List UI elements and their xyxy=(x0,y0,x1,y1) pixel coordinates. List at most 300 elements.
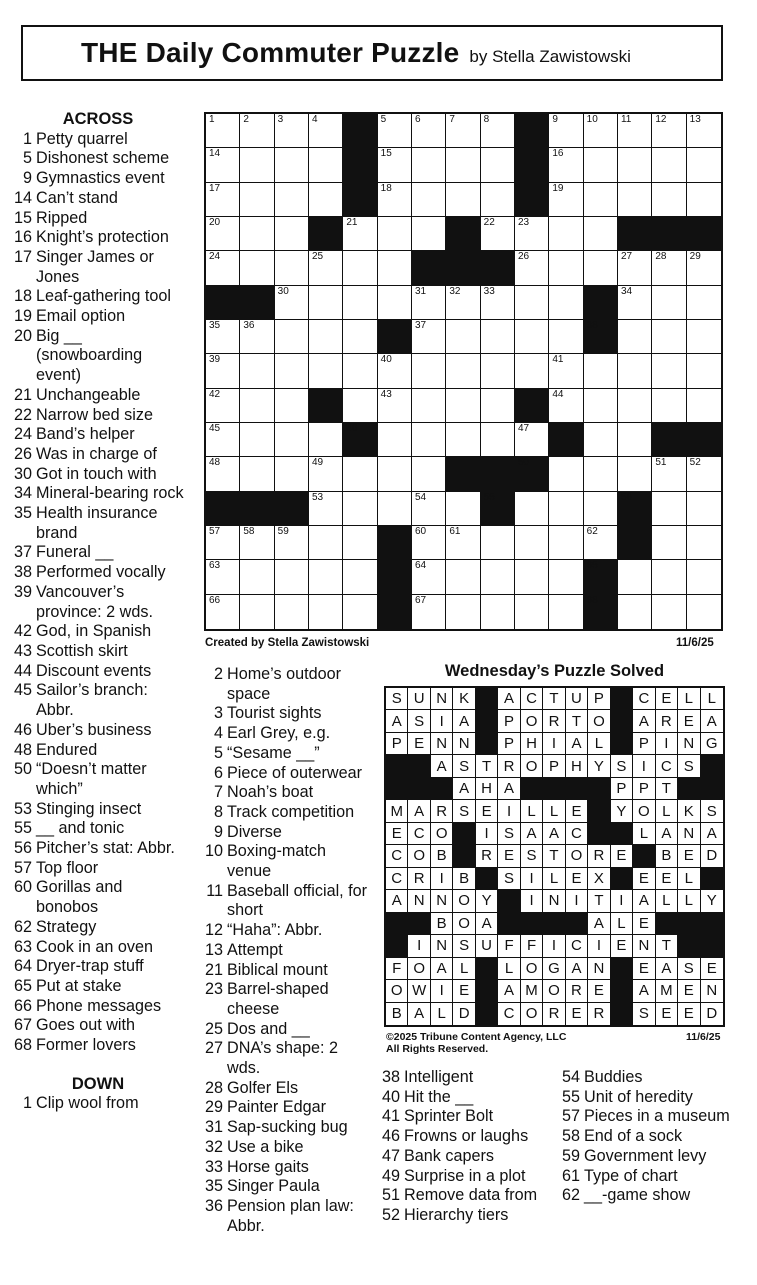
solution-cell: R xyxy=(498,755,520,777)
solution-cell: N xyxy=(701,980,723,1002)
grid-cell[interactable] xyxy=(206,148,240,182)
grid-cell[interactable] xyxy=(275,389,309,423)
grid-cell[interactable] xyxy=(584,526,618,560)
grid-cell[interactable] xyxy=(343,286,377,320)
clue-number: 47 xyxy=(381,1146,400,1165)
grid-cell[interactable] xyxy=(206,389,240,423)
solution-cell: R xyxy=(543,1003,565,1025)
grid-cell[interactable] xyxy=(446,560,480,594)
grid-cell[interactable] xyxy=(343,457,377,491)
grid-cell[interactable] xyxy=(378,217,412,251)
clue-number: 52 xyxy=(381,1205,400,1224)
clue-number: 55 xyxy=(13,819,32,838)
grid-cell[interactable] xyxy=(481,183,515,217)
grid-cell[interactable] xyxy=(240,183,274,217)
grid-cell[interactable] xyxy=(240,595,274,629)
clue-text: Endured xyxy=(36,740,98,759)
grid-cell[interactable] xyxy=(549,595,583,629)
grid-cell[interactable] xyxy=(412,114,446,148)
grid-cell[interactable] xyxy=(309,148,343,182)
solution-cell: O xyxy=(431,823,453,845)
grid-cell[interactable] xyxy=(549,251,583,285)
grid-cell[interactable] xyxy=(652,183,686,217)
grid-cell[interactable] xyxy=(378,457,412,491)
grid-cell[interactable] xyxy=(584,217,618,251)
puzzle-title: THE Daily Commuter Puzzle xyxy=(81,37,460,68)
grid-cell[interactable] xyxy=(481,526,515,560)
clue-number: 59 xyxy=(561,1146,580,1165)
grid-cell[interactable] xyxy=(343,217,377,251)
grid-cell[interactable] xyxy=(309,423,343,457)
grid-cell[interactable] xyxy=(481,217,515,251)
grid-cell[interactable] xyxy=(618,286,652,320)
solution-cell: T xyxy=(476,755,498,777)
clue xyxy=(8,169,188,189)
clue xyxy=(8,957,188,977)
clue xyxy=(203,1098,373,1118)
grid-cell[interactable] xyxy=(309,526,343,560)
grid-cell[interactable] xyxy=(618,183,652,217)
grid-cell[interactable] xyxy=(481,114,515,148)
grid-cell[interactable] xyxy=(378,354,412,388)
grid-cell[interactable] xyxy=(687,251,721,285)
grid-cell[interactable] xyxy=(549,320,583,354)
grid-cell[interactable] xyxy=(343,560,377,594)
cell-number: 58 xyxy=(243,525,255,537)
grid-cell[interactable] xyxy=(584,148,618,182)
grid-cell[interactable] xyxy=(687,148,721,182)
solution-cell: B xyxy=(453,868,475,890)
solution-cell: I xyxy=(588,935,610,957)
solution-cell: E xyxy=(656,688,678,710)
grid-cell[interactable] xyxy=(687,114,721,148)
grid-cell[interactable] xyxy=(481,595,515,629)
solution-block xyxy=(588,800,610,822)
grid-cell[interactable] xyxy=(515,560,549,594)
clue-text: Sap-sucking bug xyxy=(227,1118,348,1137)
clue-text: Clip wool from xyxy=(36,1094,139,1113)
grid-cell[interactable] xyxy=(412,183,446,217)
solution-block xyxy=(453,845,475,867)
solution-cell: N xyxy=(543,890,565,912)
grid-cell[interactable] xyxy=(687,595,721,629)
clue-text: Tourist sights xyxy=(227,704,322,723)
grid-cell[interactable] xyxy=(584,457,618,491)
across-heading: ACROSS xyxy=(62,110,134,128)
clue-text: Put at stake xyxy=(36,976,122,995)
clue xyxy=(8,406,188,426)
grid-cell[interactable] xyxy=(343,492,377,526)
solution-block xyxy=(588,778,610,800)
clue-text: Gymnastics event xyxy=(36,169,165,188)
grid-cell[interactable] xyxy=(275,354,309,388)
grid-cell[interactable] xyxy=(652,148,686,182)
grid-cell[interactable] xyxy=(240,114,274,148)
grid-cell[interactable] xyxy=(549,217,583,251)
grid-cell[interactable] xyxy=(584,389,618,423)
grid-cell[interactable] xyxy=(412,526,446,560)
grid-cell[interactable] xyxy=(687,526,721,560)
grid-cell[interactable] xyxy=(446,389,480,423)
clue-text: End of a sock xyxy=(584,1127,683,1146)
grid-cell[interactable] xyxy=(618,320,652,354)
solution-cell: A xyxy=(498,778,520,800)
grid-cell[interactable] xyxy=(275,526,309,560)
grid-cell[interactable] xyxy=(515,320,549,354)
grid-cell[interactable] xyxy=(378,148,412,182)
clue-number: 63 xyxy=(13,937,32,956)
grid-cell[interactable] xyxy=(309,183,343,217)
grid-cell[interactable] xyxy=(378,183,412,217)
grid-cell[interactable] xyxy=(515,217,549,251)
solution-cell: A xyxy=(633,890,655,912)
clue-number: 21 xyxy=(13,385,32,404)
cell-number: 42 xyxy=(209,388,221,400)
grid-cell[interactable] xyxy=(652,560,686,594)
grid-cell[interactable] xyxy=(206,595,240,629)
grid-cell[interactable] xyxy=(275,183,309,217)
grid-cell[interactable] xyxy=(240,251,274,285)
grid-cell[interactable] xyxy=(481,354,515,388)
clue-text: Home’s outdoor space xyxy=(227,665,341,703)
cell-number: 48 xyxy=(209,457,221,469)
grid-cell[interactable] xyxy=(652,492,686,526)
solution-cell: N xyxy=(678,823,700,845)
cell-number: 25 xyxy=(311,251,324,263)
grid-cell[interactable] xyxy=(309,595,343,629)
cell-number: 67 xyxy=(414,594,427,606)
solution-block xyxy=(386,778,408,800)
clue-number: 30 xyxy=(13,464,32,483)
grid-cell[interactable] xyxy=(309,251,343,285)
clue xyxy=(560,1167,740,1187)
grid-cell[interactable] xyxy=(240,526,274,560)
clue xyxy=(8,622,188,642)
clue xyxy=(203,1020,373,1040)
grid-cell[interactable] xyxy=(652,389,686,423)
grid-cell[interactable] xyxy=(343,354,377,388)
solution-block xyxy=(611,733,633,755)
grid-cell[interactable] xyxy=(206,320,240,354)
solution-cell: L xyxy=(611,913,633,935)
solution-cell: E xyxy=(656,868,678,890)
solution-block xyxy=(701,913,723,935)
grid-cell[interactable] xyxy=(687,183,721,217)
grid-cell[interactable] xyxy=(652,526,686,560)
clue-text: Stinging insect xyxy=(36,799,142,818)
solution-cell: S xyxy=(701,800,723,822)
grid-cell[interactable] xyxy=(275,320,309,354)
grid-cell[interactable] xyxy=(240,423,274,457)
grid-cell[interactable] xyxy=(412,423,446,457)
grid-cell[interactable] xyxy=(412,320,446,354)
grid-cell[interactable] xyxy=(515,251,549,285)
grid-cell[interactable] xyxy=(515,423,549,457)
clue-number: 14 xyxy=(13,188,32,207)
grid-cell[interactable] xyxy=(584,114,618,148)
grid-cell[interactable] xyxy=(412,148,446,182)
grid-cell[interactable] xyxy=(515,286,549,320)
grid-cell[interactable] xyxy=(652,595,686,629)
solution-cell: A xyxy=(633,980,655,1002)
grid-cell[interactable] xyxy=(240,217,274,251)
grid-block xyxy=(515,148,549,182)
grid-cell[interactable] xyxy=(549,457,583,491)
grid-cell[interactable] xyxy=(687,320,721,354)
cell-number: 4 xyxy=(311,114,318,125)
solution-cell: Y xyxy=(701,890,723,912)
solution-block xyxy=(566,913,588,935)
grid-cell[interactable] xyxy=(446,286,480,320)
grid-cell[interactable] xyxy=(206,526,240,560)
grid-cell[interactable] xyxy=(515,526,549,560)
clue-text: Dishonest scheme xyxy=(36,149,170,168)
grid-cell[interactable] xyxy=(446,148,480,182)
grid-cell[interactable] xyxy=(378,286,412,320)
grid-cell[interactable] xyxy=(309,354,343,388)
grid-cell[interactable] xyxy=(206,183,240,217)
clue xyxy=(8,721,188,741)
grid-cell[interactable] xyxy=(549,526,583,560)
grid-cell[interactable] xyxy=(240,457,274,491)
grid-cell[interactable] xyxy=(446,114,480,148)
grid-cell[interactable] xyxy=(275,217,309,251)
grid-cell[interactable] xyxy=(206,423,240,457)
grid-cell[interactable] xyxy=(481,560,515,594)
grid-block xyxy=(515,114,549,148)
grid-cell[interactable] xyxy=(378,251,412,285)
solution-cell: I xyxy=(566,890,588,912)
solution-block xyxy=(566,778,588,800)
grid-cell[interactable] xyxy=(240,354,274,388)
grid-cell[interactable] xyxy=(378,389,412,423)
clue-text: Barrel-shaped cheese xyxy=(227,980,329,1018)
grid-cell[interactable] xyxy=(412,560,446,594)
grid-block xyxy=(446,217,480,251)
solution-block xyxy=(521,778,543,800)
clue xyxy=(380,1127,560,1147)
clue-text: Petty quarrel xyxy=(36,129,128,148)
grid-cell[interactable] xyxy=(275,251,309,285)
grid-cell[interactable] xyxy=(687,354,721,388)
solution-cell: C xyxy=(521,688,543,710)
grid-cell[interactable] xyxy=(240,389,274,423)
solution-cell: S xyxy=(498,823,520,845)
clue xyxy=(8,425,188,445)
grid-cell[interactable] xyxy=(687,457,721,491)
grid-cell[interactable] xyxy=(549,183,583,217)
grid-cell[interactable] xyxy=(446,595,480,629)
solution-cell: E xyxy=(678,845,700,867)
solution-cell: C xyxy=(408,823,430,845)
grid-cell[interactable] xyxy=(446,320,480,354)
solution-cell: O xyxy=(453,913,475,935)
grid-cell[interactable] xyxy=(618,251,652,285)
solution-cell: O xyxy=(521,755,543,777)
solution-cell: E xyxy=(408,733,430,755)
grid-cell[interactable] xyxy=(206,217,240,251)
solution-cell: S xyxy=(453,755,475,777)
grid-cell[interactable] xyxy=(618,114,652,148)
grid-cell[interactable] xyxy=(584,423,618,457)
grid-cell[interactable] xyxy=(275,114,309,148)
clue-number: 6 xyxy=(213,763,223,782)
grid-cell[interactable] xyxy=(275,595,309,629)
solution-cell: T xyxy=(566,710,588,732)
grid-cell[interactable] xyxy=(549,389,583,423)
solution-cell: E xyxy=(476,800,498,822)
solution-block xyxy=(431,778,453,800)
grid-cell[interactable] xyxy=(446,423,480,457)
grid-cell[interactable] xyxy=(343,595,377,629)
grid-cell[interactable] xyxy=(206,354,240,388)
grid-cell[interactable] xyxy=(275,423,309,457)
grid-cell[interactable] xyxy=(275,457,309,491)
grid-cell[interactable] xyxy=(240,560,274,594)
solution-cell: I xyxy=(498,800,520,822)
clue-text: Government levy xyxy=(584,1146,707,1165)
grid-cell[interactable] xyxy=(481,148,515,182)
grid-cell[interactable] xyxy=(412,595,446,629)
solution-cell: C xyxy=(386,868,408,890)
clue-number: 34 xyxy=(13,484,32,503)
clue-number: 31 xyxy=(204,1118,223,1137)
grid-cell[interactable] xyxy=(343,251,377,285)
grid-cell[interactable] xyxy=(584,251,618,285)
grid-cell[interactable] xyxy=(481,423,515,457)
grid-block xyxy=(378,526,412,560)
clue-number: 38 xyxy=(381,1068,400,1086)
grid-cell[interactable] xyxy=(584,183,618,217)
grid-cell[interactable] xyxy=(481,389,515,423)
clue-text: Strategy xyxy=(36,917,97,936)
clue-text: Narrow bed size xyxy=(36,405,153,424)
clue-text: Boxing-match venue xyxy=(227,842,326,881)
grid-cell[interactable] xyxy=(652,457,686,491)
grid-cell[interactable] xyxy=(618,595,652,629)
grid-cell[interactable] xyxy=(309,457,343,491)
grid-cell[interactable] xyxy=(206,114,240,148)
solution-cell: E xyxy=(611,845,633,867)
clue-text: Ripped xyxy=(36,208,88,227)
grid-cell[interactable] xyxy=(618,354,652,388)
grid-cell[interactable] xyxy=(549,114,583,148)
clue xyxy=(203,1177,373,1197)
grid-cell[interactable] xyxy=(206,251,240,285)
grid-cell[interactable] xyxy=(481,286,515,320)
grid-cell[interactable] xyxy=(446,183,480,217)
solution-block xyxy=(611,1003,633,1025)
grid-cell[interactable] xyxy=(515,354,549,388)
cell-number: 65 xyxy=(586,560,598,572)
grid-cell[interactable] xyxy=(481,320,515,354)
solution-cell: N xyxy=(453,733,475,755)
grid-cell[interactable] xyxy=(343,526,377,560)
grid-cell[interactable] xyxy=(240,320,274,354)
grid-cell[interactable] xyxy=(240,148,274,182)
grid-cell[interactable] xyxy=(618,148,652,182)
grid-cell[interactable] xyxy=(412,354,446,388)
solution-block xyxy=(611,688,633,710)
grid-cell[interactable] xyxy=(687,389,721,423)
grid-cell[interactable] xyxy=(515,492,549,526)
grid-cell[interactable] xyxy=(378,492,412,526)
grid-cell[interactable] xyxy=(618,457,652,491)
grid-block xyxy=(378,320,412,354)
grid-cell[interactable] xyxy=(446,492,480,526)
grid-cell[interactable] xyxy=(309,320,343,354)
grid-cell[interactable] xyxy=(343,389,377,423)
solution-block xyxy=(453,823,475,845)
grid-cell[interactable] xyxy=(618,389,652,423)
grid-cell[interactable] xyxy=(618,423,652,457)
grid-cell[interactable] xyxy=(446,526,480,560)
solution-cell: L xyxy=(543,800,565,822)
clue xyxy=(8,287,188,307)
grid-cell[interactable] xyxy=(446,354,480,388)
grid-cell[interactable] xyxy=(652,320,686,354)
grid-cell[interactable] xyxy=(206,457,240,491)
grid-cell[interactable] xyxy=(275,560,309,594)
grid-cell[interactable] xyxy=(412,389,446,423)
solution-block xyxy=(386,935,408,957)
grid-cell[interactable] xyxy=(618,560,652,594)
grid-cell[interactable] xyxy=(378,423,412,457)
grid-cell[interactable] xyxy=(309,492,343,526)
grid-cell[interactable] xyxy=(378,114,412,148)
grid-cell[interactable] xyxy=(652,354,686,388)
solution-cell: A xyxy=(521,823,543,845)
grid-cell[interactable] xyxy=(412,217,446,251)
grid-cell[interactable] xyxy=(687,560,721,594)
grid-cell[interactable] xyxy=(687,492,721,526)
grid-cell[interactable] xyxy=(549,560,583,594)
clue-text: Baseball official, for short xyxy=(227,881,368,920)
grid-cell[interactable] xyxy=(549,286,583,320)
puzzle-date: 11/6/25 xyxy=(676,637,714,649)
grid-cell[interactable] xyxy=(652,286,686,320)
grid-cell[interactable] xyxy=(343,320,377,354)
grid-cell[interactable] xyxy=(549,148,583,182)
grid-cell[interactable] xyxy=(309,114,343,148)
clue-text: Cook in an oven xyxy=(36,937,153,956)
grid-cell[interactable] xyxy=(412,492,446,526)
grid-cell[interactable] xyxy=(275,286,309,320)
clue-number: 37 xyxy=(13,543,32,562)
grid-cell[interactable] xyxy=(584,492,618,526)
grid-cell[interactable] xyxy=(584,354,618,388)
solution-block xyxy=(611,823,633,845)
clue-column-4 xyxy=(560,1068,740,1206)
grid-cell[interactable] xyxy=(549,492,583,526)
grid-cell[interactable] xyxy=(412,457,446,491)
clue-text: Email option xyxy=(36,307,126,326)
clue xyxy=(560,1088,740,1108)
solution-block xyxy=(408,778,430,800)
grid-cell[interactable] xyxy=(309,560,343,594)
solution-cell: W xyxy=(408,980,430,1002)
grid-cell[interactable] xyxy=(275,148,309,182)
grid-cell[interactable] xyxy=(309,286,343,320)
cell-number: 33 xyxy=(483,285,495,297)
grid-cell[interactable] xyxy=(515,595,549,629)
grid-cell[interactable] xyxy=(549,354,583,388)
grid-cell[interactable] xyxy=(412,286,446,320)
grid-cell[interactable] xyxy=(652,251,686,285)
grid-cell[interactable] xyxy=(652,114,686,148)
grid-cell[interactable] xyxy=(206,560,240,594)
grid-cell[interactable] xyxy=(687,286,721,320)
